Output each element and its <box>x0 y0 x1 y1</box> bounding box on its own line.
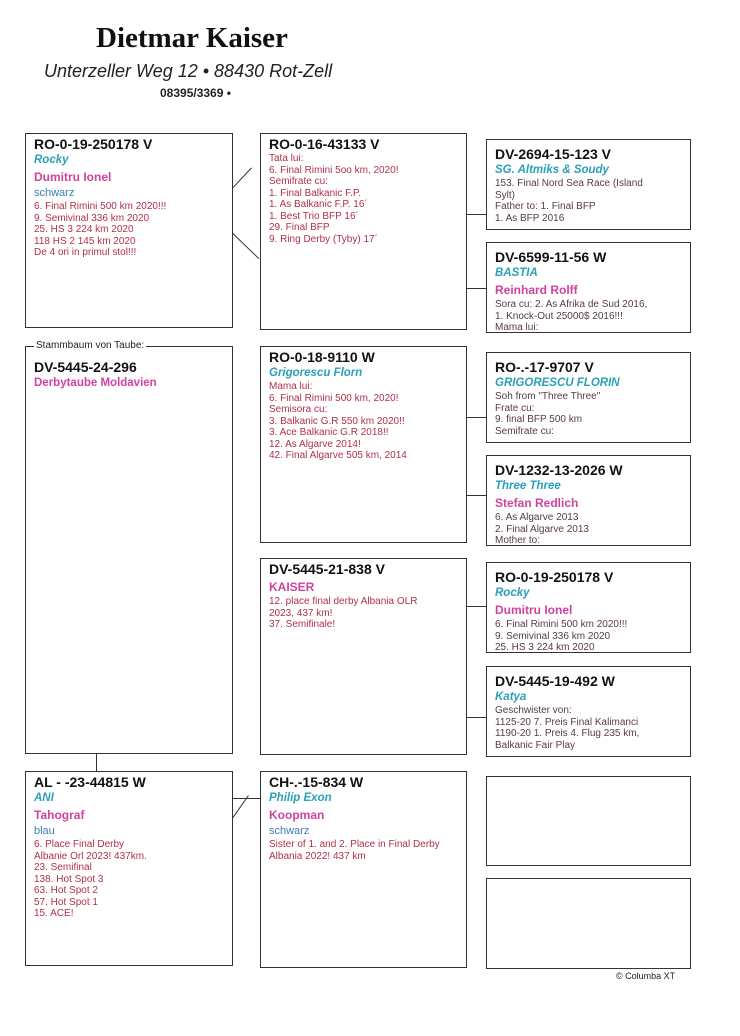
mother-card <box>25 771 233 966</box>
performance-info: 12. place final derby Albania OLR 2023, 437 km! 37. Semifinale! <box>269 596 418 630</box>
performance-info: Geschwister von: 1125-20 7. Preis Final Kalimanci 1190-20 1. Preis 4. Flug 235 km, Balkanic Fair Play <box>495 705 640 751</box>
performance-info: 6. Place Final Derby Albanie Orl 2023! 437km. 23. Semifinal 138. Hot Spot 3 63. Hot Spot 2 57. Hot Spot 1 15. ACE! <box>34 839 147 919</box>
connector-line <box>466 214 486 215</box>
ring-number: AL - -23-44815 W <box>34 774 146 790</box>
ring-number: RO-.-17-9707 V <box>495 359 594 375</box>
connector-line <box>231 232 259 259</box>
performance-info: 153. Final Nord Sea Race (Island Sylt) Father to: 1. Final BFP 1. As BFP 2016 <box>495 178 643 224</box>
pigeon-name: BASTIA <box>495 267 538 279</box>
empty-great-grandparent-card <box>486 776 691 866</box>
performance-info: Sora cu: 2. As Afrika de Sud 2016, 1. Knock-Out 25000$ 2016!!! Mama lui: <box>495 299 648 333</box>
owner-name: Koopman <box>269 808 325 822</box>
subject-ring-number: DV-5445-24-296 <box>34 359 137 375</box>
connector-line <box>466 606 486 607</box>
pigeon-name: Philip Exon <box>269 792 332 804</box>
grandsire-paternal-card <box>260 133 467 330</box>
performance-info: 6. Final Rimini 500 km 2020!!! 9. Semivinal 336 km 2020 25. HS 3 224 km 2020 <box>495 619 628 653</box>
ring-number: DV-2694-15-123 V <box>495 146 611 162</box>
pigeon-name: GRIGORESCU FLORIN <box>495 377 620 389</box>
owner-name: Tahograf <box>34 808 85 822</box>
pigeon-color: schwarz <box>34 187 75 199</box>
connector-line <box>466 717 486 718</box>
connector-line <box>466 417 486 418</box>
father-card <box>25 133 233 328</box>
ring-number: RO-0-16-43133 V <box>269 136 380 152</box>
connector-line <box>466 495 486 496</box>
ring-number: DV-1232-13-2026 W <box>495 462 623 478</box>
connector-line <box>232 168 252 189</box>
owner-name: Dumitru Ionel <box>495 603 573 617</box>
performance-info: Tata lui: 6. Final Rimini 5oo km, 2020! Semifrate cu: 1. Final Balkanic F.P. 1. As Balkanic F.P. 16´ 1. Best Trio BFP 16´ 29. Final BFP 9. Ring Derby (Tyby) 17´ <box>269 153 399 245</box>
pigeon-name: ANI <box>34 792 54 804</box>
subject-card <box>25 346 233 754</box>
ring-number: DV-5445-19-492 W <box>495 673 615 689</box>
pigeon-name: Grigorescu Florn <box>269 367 363 379</box>
breeder-name: Dietmar Kaiser <box>96 22 288 54</box>
grandsire-maternal-card <box>260 558 467 755</box>
pigeon-name: SG. Altmiks & Soudy <box>495 164 609 176</box>
owner-name: Reinhard Rolff <box>495 283 578 297</box>
pigeon-color: blau <box>34 825 55 837</box>
great-grandparent-card <box>486 455 691 546</box>
granddam-paternal-card <box>260 346 467 543</box>
performance-info: Mama lui: 6. Final Rimini 500 km, 2020! Semisora cu: 3. Balkanic G.R 550 km 2020!! 3. Ace Balkanic G.R 2018!! 12. As Algarve 2014! 42. Final Algarve 505 km, 2014 <box>269 381 407 461</box>
granddam-maternal-card <box>260 771 467 968</box>
ring-number: RO-0-19-250178 V <box>34 136 153 152</box>
breeder-address: Unterzeller Weg 12 • 88430 Rot-Zell <box>44 61 333 81</box>
performance-info: Soh from "Three Three" Frate cu: 9. final BFP 500 km Semifrate cu: <box>495 391 601 437</box>
ring-number: DV-6599-11-56 W <box>495 249 607 265</box>
owner-name: Stefan Redlich <box>495 496 579 510</box>
great-grandparent-card <box>486 352 691 443</box>
empty-great-grandparent-card <box>486 878 691 969</box>
great-grandparent-card <box>486 242 691 333</box>
performance-info: 6. Final Rimini 500 km 2020!!! 9. Semivinal 336 km 2020 25. HS 3 224 km 2020 118 HS 2 145 km 2020 De 4 ori in primul stol!!! <box>34 201 167 258</box>
breeder-phone: 08395/3369 • <box>160 86 231 100</box>
connector-line <box>466 288 486 289</box>
pigeon-name: Katya <box>495 691 527 703</box>
great-grandparent-card <box>486 666 691 757</box>
pigeon-name: Three Three <box>495 480 561 492</box>
pigeon-color: schwarz <box>269 825 310 837</box>
stammbaum-label: Stammbaum von Taube: <box>36 340 145 351</box>
ring-number: CH-.-15-834 W <box>269 774 364 790</box>
ring-number: RO-0-18-9110 W <box>269 349 375 365</box>
copyright-text: © Columba XT <box>616 971 676 981</box>
pigeon-name: KAISER <box>269 580 315 594</box>
connector-line <box>96 754 97 771</box>
owner-name: Dumitru Ionel <box>34 170 112 184</box>
ring-number: RO-0-19-250178 V <box>495 569 614 585</box>
great-grandparent-card <box>486 139 691 230</box>
great-grandparent-card <box>486 562 691 653</box>
ring-number: DV-5445-21-838 V <box>269 561 385 577</box>
performance-info: Sister of 1. and 2. Place in Final Derby Albania 2022! 437 km <box>269 839 440 862</box>
pigeon-name: Rocky <box>495 587 530 599</box>
performance-info: 6. As Algarve 2013 2. Final Algarve 2013 Mother to: <box>495 512 589 546</box>
pigeon-name: Rocky <box>34 154 69 166</box>
subject-name: Derbytaube Moldavien <box>34 377 157 389</box>
